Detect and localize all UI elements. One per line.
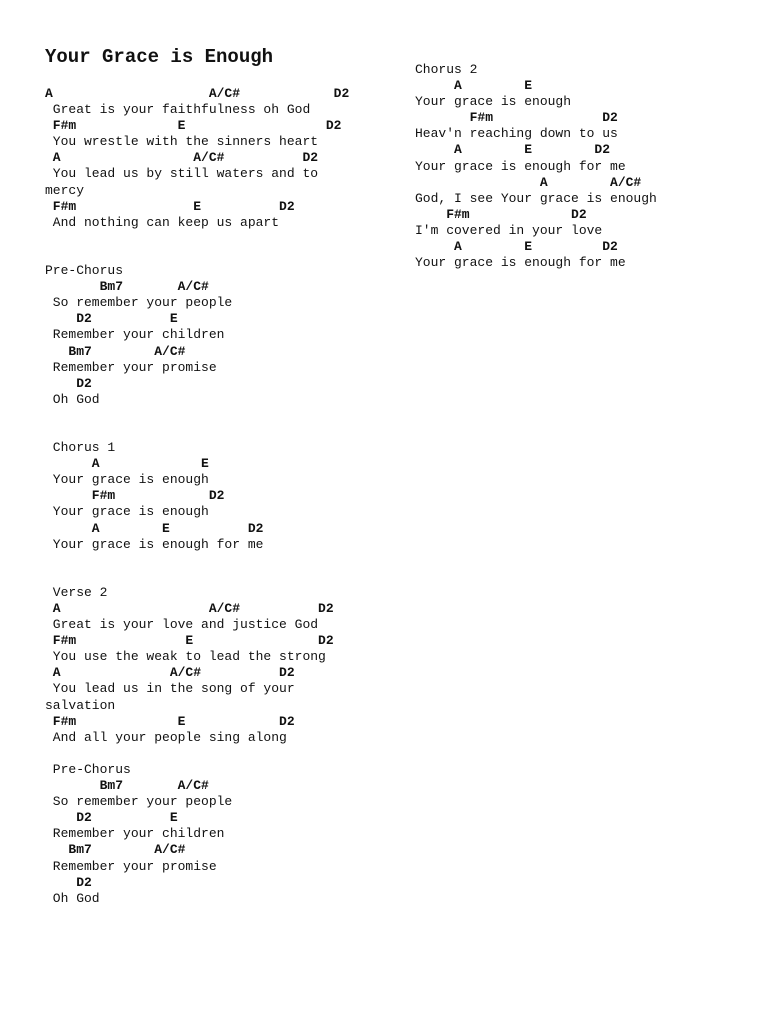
lyric-line: God, I see Your grace is enough [415,190,657,206]
section-heading: Verse 2 [45,584,108,600]
chord-line: A A/C# D2 [45,150,319,166]
lyric-line: Oh God [45,391,100,407]
blank-line [45,569,349,585]
lyric-line: Remember your children [45,826,225,842]
chord-line: F#m E D2 [45,198,295,214]
lyric-line: And all your people sing along [45,729,287,745]
lyric-line: Great is your faithfulness oh God [45,102,311,118]
section-heading: Chorus 2 [415,62,478,77]
lyric-line: Your grace is enough [45,504,209,520]
chord-line: A A/C# D2 [45,665,295,681]
chord-line: Bm7 A/C# [45,778,209,794]
blank-line [45,424,349,440]
lyric-line: Your grace is enough for me [415,255,626,271]
chord-line: F#m D2 [415,110,618,126]
lyric-line: You lead us in the song of your [45,681,295,697]
chord-line: A A/C# D2 [45,86,350,101]
blank-line [45,247,349,263]
chord-line: A E [415,78,533,94]
chord-line: A E D2 [415,142,611,158]
chord-line: A E [45,456,209,472]
lyric-line: So remember your people [45,794,233,810]
lyric-line: Remember your promise [45,858,217,874]
chord-line: D2 [45,874,92,890]
lyric-line: I'm covered in your love [415,222,603,238]
lyric-line: Remember your promise [45,359,217,375]
chord-line: F#m E D2 [45,118,342,134]
lyric-line: mercy [45,182,85,198]
chord-line: Bm7 A/C# [45,343,186,359]
blank-line [45,408,349,424]
lyric-line: You wrestle with the sinners heart [45,134,319,150]
section-heading: Pre-Chorus [45,761,131,777]
section-heading: Pre-Chorus [45,263,124,279]
lyric-line: Your grace is enough for me [415,158,626,174]
lyric-line: Your grace is enough [415,94,572,110]
lyric-line: Your grace is enough [45,472,209,488]
chord-line: F#m E D2 [45,713,295,729]
lyric-line: You use the weak to lead the strong [45,649,326,665]
lyric-line: Oh God [45,890,100,906]
chord-line: D2 [45,375,92,391]
lyric-line: Heav'n reaching down to us [415,126,618,142]
lyric-line: And nothing can keep us apart [45,214,280,230]
page-title: Your Grace is Enough [45,46,274,68]
chord-line: F#m D2 [45,488,225,504]
left-column [45,86,349,907]
chord-line: Bm7 A/C# [45,279,209,295]
chord-line: A E D2 [45,520,264,536]
blank-line [45,746,349,762]
blank-line [45,553,349,569]
right-column [415,62,657,271]
section-heading: Chorus 1 [45,440,116,456]
blank-line [45,231,349,247]
lyric-line: Great is your love and justice God [45,617,319,633]
lyric-line: So remember your people [45,295,233,311]
lyric-line: Your grace is enough for me [45,536,264,552]
chord-line: A E D2 [415,239,618,255]
lyric-line: salvation [45,697,116,713]
chord-line: A A/C# [415,174,642,190]
lyric-line: You lead us by still waters and to [45,166,319,182]
lyric-line: Remember your children [45,327,225,343]
chord-line: A A/C# D2 [45,601,334,616]
chord-line: D2 E [45,311,178,327]
chord-line: F#m E D2 [45,633,334,649]
chord-line: F#m D2 [415,206,587,222]
chord-line: Bm7 A/C# [45,842,186,858]
chord-line: D2 E [45,810,178,826]
